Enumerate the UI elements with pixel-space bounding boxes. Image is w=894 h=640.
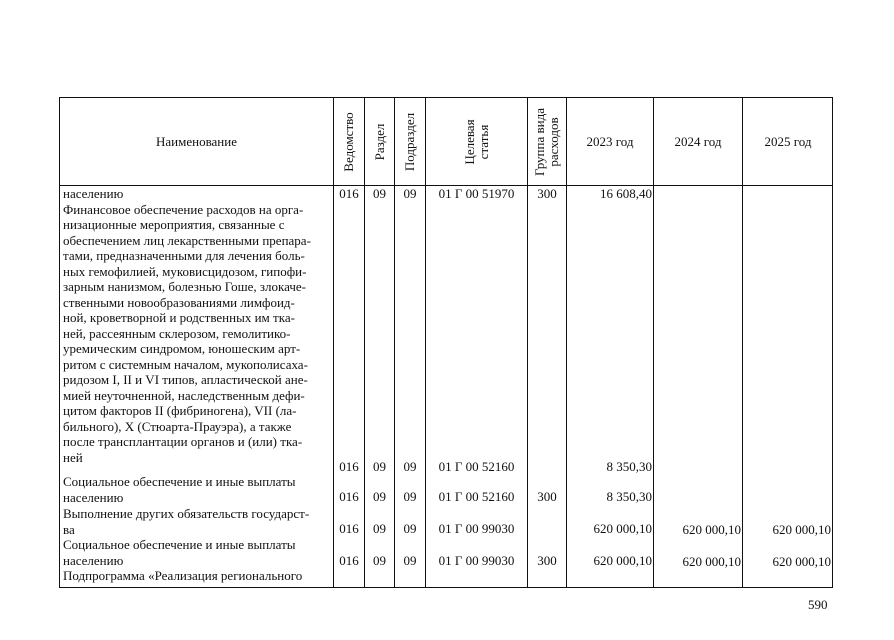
row-subsection: 09	[403, 459, 417, 474]
row-name: Выполнение других обязательств государст- ва	[63, 506, 310, 537]
row-department: 016	[339, 489, 359, 504]
row-subsection: 09	[403, 521, 417, 536]
row-name: Социальное обеспечение и иные выплаты населению	[63, 537, 296, 568]
row-department: 016	[339, 553, 359, 568]
row-department: 016	[339, 459, 359, 474]
row-subsection: 09	[403, 186, 417, 201]
header-department: Ведомство	[341, 111, 356, 172]
row-2024: 620 000,10	[682, 522, 741, 537]
row-target-item: 01 Г 00 52160	[438, 489, 515, 504]
row-2025: 620 000,10	[772, 554, 831, 569]
row-2025: 620 000,10	[772, 522, 831, 537]
row-section: 09	[373, 521, 386, 536]
row-expense-group: 300	[537, 553, 557, 568]
row-expense-group: 300	[537, 186, 557, 201]
row-subsection: 09	[403, 489, 417, 504]
row-section: 09	[373, 459, 386, 474]
row-section: 09	[373, 553, 386, 568]
header-target-item: Целевая статья	[461, 118, 491, 165]
header-section: Раздел	[371, 123, 387, 160]
row-expense-group: 300	[537, 489, 557, 504]
row-target-item: 01 Г 00 99030	[438, 553, 515, 568]
header-2023: 2023 год	[586, 133, 634, 149]
row-target-item: 01 Г 00 51970	[438, 186, 515, 201]
budget-table	[59, 97, 833, 588]
row-2024: 620 000,10	[682, 554, 741, 569]
row-subsection: 09	[403, 553, 417, 568]
row-2023: 8 350,30	[606, 489, 652, 504]
row-name: Социальное обеспечение и иные выплаты населению	[63, 474, 296, 505]
row-name: Подпрограмма «Реализация регионального	[63, 568, 303, 583]
row-department: 016	[339, 186, 359, 201]
row-2023: 620 000,10	[593, 521, 652, 536]
row-2023: 8 350,30	[606, 459, 652, 474]
header-2024: 2024 год	[674, 133, 722, 149]
row-section: 09	[373, 489, 386, 504]
header-2025: 2025 год	[764, 133, 812, 149]
row-name: Финансовое обеспечение расходов на орга- низационные мероприятия, связанные с обеспечением лиц лекарственными препара- тами, предназначенными для лечения боль- ных гемофилией, муковисцидозом, гипофи- зарным нанизмом, болезнью Гоше, злокаче- ственными новообразованиями лимфоид- ной, кроветворной и родственных им тка- ней, рассеянным склерозом, гемолитико- уремическим синдромом, юношеским арт- ритом с системным началом, мукополисаха- ридозом I, II и VI типов, апластической ане- мией неуточненной, наследственным дефи- цитом факторов II (фибриногена), VII (ла- бильного), X (Стюарта-Прауэра), а также после трансплантации органов и (или) тка- ней	[63, 201, 311, 465]
header-expense-group: Группа вида расходов	[532, 107, 561, 176]
row-2023: 620 000,10	[593, 553, 652, 568]
header-subsection: Подраздел	[402, 112, 417, 171]
page-number: 590	[808, 597, 828, 612]
header-name: Наименование	[156, 133, 237, 149]
row-section: 09	[373, 186, 386, 201]
row-name: населению	[63, 186, 124, 201]
row-target-item: 01 Г 00 99030	[438, 521, 515, 536]
row-department: 016	[339, 521, 359, 536]
row-target-item: 01 Г 00 52160	[438, 459, 515, 474]
row-2023: 16 608,40	[600, 186, 652, 201]
